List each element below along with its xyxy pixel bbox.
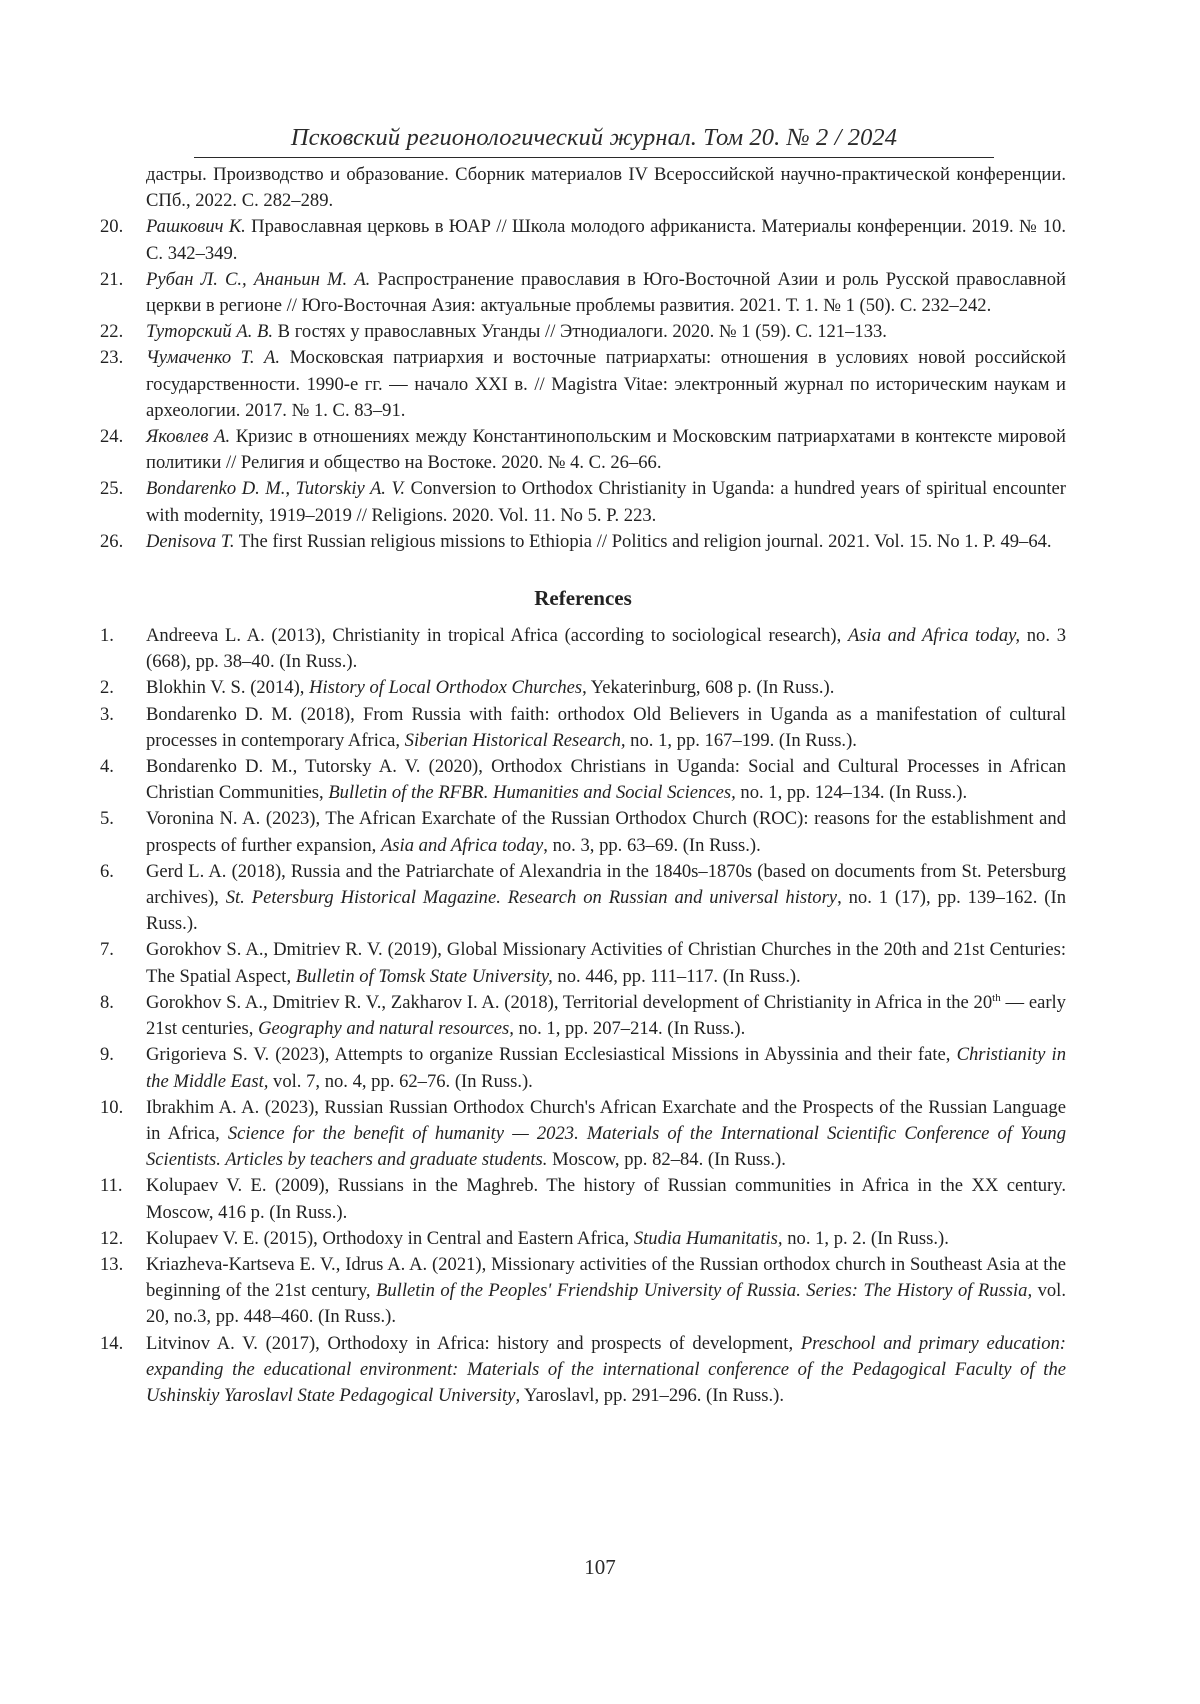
- running-title: Псковский регионологический журнал. Том 20. № 2 / 2024: [194, 124, 994, 152]
- reference-number: 5.: [100, 806, 140, 832]
- reference-text: Andreeva L. A. (2013), Christianity in tropical Africa (according to sociological research),: [146, 625, 848, 646]
- reference-item: [100, 1331, 1066, 1410]
- reference-number: 10.: [100, 1095, 140, 1121]
- reference-number: 11.: [100, 1173, 140, 1199]
- reference-source-title: St. Petersburg Historical Magazine. Research on Russian and universal history: [226, 887, 837, 908]
- bibliography-body: [100, 162, 1066, 1409]
- document-page: [0, 0, 1200, 1704]
- reference-number: 6.: [100, 859, 140, 885]
- reference-text: Moscow, pp. 82–84. (In Russ.).: [547, 1149, 785, 1170]
- reference-item: [100, 937, 1066, 989]
- reference-item: [100, 214, 1066, 266]
- reference-text: , no. 1 (17), pp. 139–162. (In Russ.).: [146, 887, 1066, 934]
- reference-authors: Яковлев А.: [146, 426, 230, 447]
- reference-item: [100, 529, 1066, 555]
- reference-text: no. 1, p. 2. (In Russ.).: [783, 1228, 949, 1249]
- reference-number: 1.: [100, 623, 140, 649]
- header-rule: [194, 157, 994, 158]
- reference-text: no. 1, pp. 167–199. (In Russ.).: [626, 730, 857, 751]
- reference-authors: Чумаченко Т. А.: [146, 347, 280, 368]
- reference-text: no. 1, pp. 124–134. (In Russ.).: [736, 782, 967, 803]
- reference-text: , Yaroslavl, pp. 291–296. (In Russ.).: [515, 1385, 784, 1406]
- reference-text: vol. 7, no. 4, pp. 62–76. (In Russ.).: [268, 1071, 532, 1092]
- reference-text: Kriazheva-Kartseva E. V., Idrus A. A. (2021), Missionary activities of the Russian orthodox church in Southeast Asia at the beginning of the 21st century,: [146, 1254, 1066, 1301]
- reference-text: — early 21st centuries,: [146, 992, 1066, 1039]
- reference-source-title: Preschool and primary education: expanding the educational environment: Materials of the international conference of the Pedagogical Faculty of the Ushinskiy Yaroslavl State Pedagogical University: [146, 1333, 1066, 1406]
- reference-number: 20.: [100, 214, 140, 240]
- reference-text: no. 446, pp. 111–117. (In Russ.).: [553, 966, 801, 987]
- reference-item: [100, 319, 1066, 345]
- reference-number: 2.: [100, 675, 140, 701]
- reference-number: 22.: [100, 319, 140, 345]
- reference-source-title: Studia Humanitatis,: [634, 1228, 783, 1249]
- reference-number: 24.: [100, 424, 140, 450]
- reference-authors: Denisova T.: [146, 531, 234, 552]
- reference-text: no. 3 (668), pp. 38–40. (In Russ.).: [146, 625, 1066, 672]
- reference-text: Voronina N. A. (2023), The African Exarchate of the Russian Orthodox Church (ROC): reasons for the establishment and prospects of further expansion,: [146, 808, 1066, 855]
- reference-text: Kolupaev V. E. (2009), Russians in the Maghreb. The history of Russian communities in Africa in the XX century. Moscow, 416 p. (In Russ.).: [146, 1175, 1066, 1222]
- reference-number: 13.: [100, 1252, 140, 1278]
- reference-source-title: Asia and Africa today,: [848, 625, 1020, 646]
- reference-source-title: Geography and natural resources,: [258, 1018, 514, 1039]
- reference-source-title: History of Local Orthodox Churches: [309, 677, 582, 698]
- reference-text: Blokhin V. S. (2014),: [146, 677, 309, 698]
- reference-item: [100, 859, 1066, 938]
- reference-number: 3.: [100, 702, 140, 728]
- reference-item: [100, 990, 1066, 1042]
- reference-text: no. 1, pp. 207–214. (In Russ.).: [514, 1018, 745, 1039]
- reference-text: The first Russian religious missions to Ethiopia // Politics and religion journal. 2021. Vol. 15. No 1. P. 49–64.: [234, 531, 1051, 552]
- reference-number: 4.: [100, 754, 140, 780]
- reference-number: 23.: [100, 345, 140, 371]
- english-reference-list: [100, 623, 1066, 1409]
- reference-item: [100, 1042, 1066, 1094]
- reference-source-title: Bulletin of the RFBR. Humanities and Social Sciences,: [328, 782, 735, 803]
- reference-text: Кризис в отношениях между Константинопольским и Московским патриархатами в контексте мировой политики // Религия и общество на Востоке. 2020. № 4. С. 26–66.: [146, 426, 1066, 473]
- reference-authors: Bondarenko D. M., Tutorskiy A. V.: [146, 478, 405, 499]
- reference-number: 7.: [100, 937, 140, 963]
- reference-authors: Рашкович К.: [146, 216, 246, 237]
- reference-source-title: Christianity in the Middle East,: [146, 1044, 1066, 1091]
- reference-text: Православная церковь в ЮАР // Школа молодого африканиста. Материалы конференции. 2019. № 10. С. 342–349.: [146, 216, 1066, 263]
- reference-number: 12.: [100, 1226, 140, 1252]
- reference-number: 25.: [100, 476, 140, 502]
- reference-item: [100, 267, 1066, 319]
- reference-text: Ibrakhim A. A. (2023), Russian Russian Orthodox Church's African Exarchate and the Prospects of the Russian Language in Africa,: [146, 1097, 1066, 1144]
- reference-item: [100, 702, 1066, 754]
- reference-text: Bondarenko D. M. (2018), From Russia with faith: orthodox Old Believers in Uganda as a manifestation of cultural processes in contemporary Africa,: [146, 704, 1066, 751]
- reference-text: Bondarenko D. M., Tutorsky A. V. (2020), Orthodox Christians in Uganda: Social and Cultural Processes in African Christian Communities,: [146, 756, 1066, 803]
- reference-text: Conversion to Orthodox Christianity in Uganda: a hundred years of spiritual encounter with modernity, 1919–2019 // Religions. 2020. Vol. 11. No 5. P. 223.: [146, 478, 1066, 525]
- reference-source-title: Asia and Africa today: [381, 835, 543, 856]
- references-heading: References: [100, 585, 1066, 611]
- reference-text: Московская патриархия и восточные патриархаты: отношения в условиях новой российской государственности. 1990-е гг. — начало XXI в. // Magistra Vitae: электронный журнал по историческим наукам и археологии. 2017. № 1. С. 83–91.: [146, 347, 1066, 420]
- reference-number: 21.: [100, 267, 140, 293]
- reference-item: [100, 345, 1066, 424]
- reference-item: [100, 1226, 1066, 1252]
- reference-source-title: Bulletin of Tomsk State University,: [296, 966, 553, 987]
- reference-source-title: Science for the benefit of humanity — 2023. Materials of the International Scientific Conference of Young Scientists. Articles by teachers and graduate students.: [146, 1123, 1066, 1170]
- reference-item: [100, 1252, 1066, 1331]
- reference-text: Grigorieva S. V. (2023), Attempts to organize Russian Ecclesiastical Missions in Abyssinia and their fate,: [146, 1044, 957, 1065]
- reference-text: В гостях у православных Уганды // Этнодиалоги. 2020. № 1 (59). С. 121–133.: [273, 321, 887, 342]
- reference-text: Gerd L. A. (2018), Russia and the Patriarchate of Alexandria in the 1840s–1870s (based on documents from St. Petersburg archives),: [146, 861, 1066, 908]
- reference-source-title: Siberian Historical Research,: [405, 730, 626, 751]
- reference-text: vol. 20, no.3, pp. 448–460. (In Russ.).: [146, 1280, 1066, 1327]
- reference-text: , no. 3, pp. 63–69. (In Russ.).: [543, 835, 760, 856]
- reference-number: 8.: [100, 990, 140, 1016]
- page-number: 107: [0, 1555, 1200, 1580]
- reference-text: th: [992, 992, 1001, 1004]
- reference-authors: Рубан Л. С., Ананьин М. А.: [146, 269, 370, 290]
- continued-reference: дастры. Производство и образование. Сборник материалов IV Всероссийской научно-практической конференции. СПб., 2022. С. 282–289.: [100, 162, 1066, 214]
- reference-authors: Туторский А. В.: [146, 321, 273, 342]
- reference-item: [100, 424, 1066, 476]
- reference-number: 9.: [100, 1042, 140, 1068]
- reference-number: 26.: [100, 529, 140, 555]
- reference-item: [100, 1095, 1066, 1174]
- reference-item: [100, 675, 1066, 701]
- reference-item: [100, 1173, 1066, 1225]
- reference-text: , Yekaterinburg, 608 p. (In Russ.).: [582, 677, 834, 698]
- reference-text: Kolupaev V. E. (2015), Orthodoxy in Central and Eastern Africa,: [146, 1228, 634, 1249]
- reference-text: Gorokhov S. A., Dmitriev R. V., Zakharov I. A. (2018), Territorial development of Christianity in Africa in the 20: [146, 992, 992, 1013]
- reference-item: [100, 806, 1066, 858]
- reference-text: Gorokhov S. A., Dmitriev R. V. (2019), Global Missionary Activities of Christian Churches in the 20th and 21st Centuries: The Spatial Aspect,: [146, 939, 1066, 986]
- reference-source-title: Bulletin of the Peoples' Friendship University of Russia. Series: The History of Russia,: [376, 1280, 1032, 1301]
- russian-reference-list: [100, 214, 1066, 555]
- reference-number: 14.: [100, 1331, 140, 1357]
- reference-item: [100, 476, 1066, 528]
- reference-item: [100, 754, 1066, 806]
- reference-text: Распространение православия в Юго-Восточной Азии и роль Русской православной церкви в регионе // Юго-Восточная Азия: актуальные проблемы развития. 2021. Т. 1. № 1 (50). С. 232–242.: [146, 269, 1066, 316]
- reference-item: [100, 623, 1066, 675]
- reference-text: Litvinov A. V. (2017), Orthodoxy in Africa: history and prospects of development,: [146, 1333, 801, 1354]
